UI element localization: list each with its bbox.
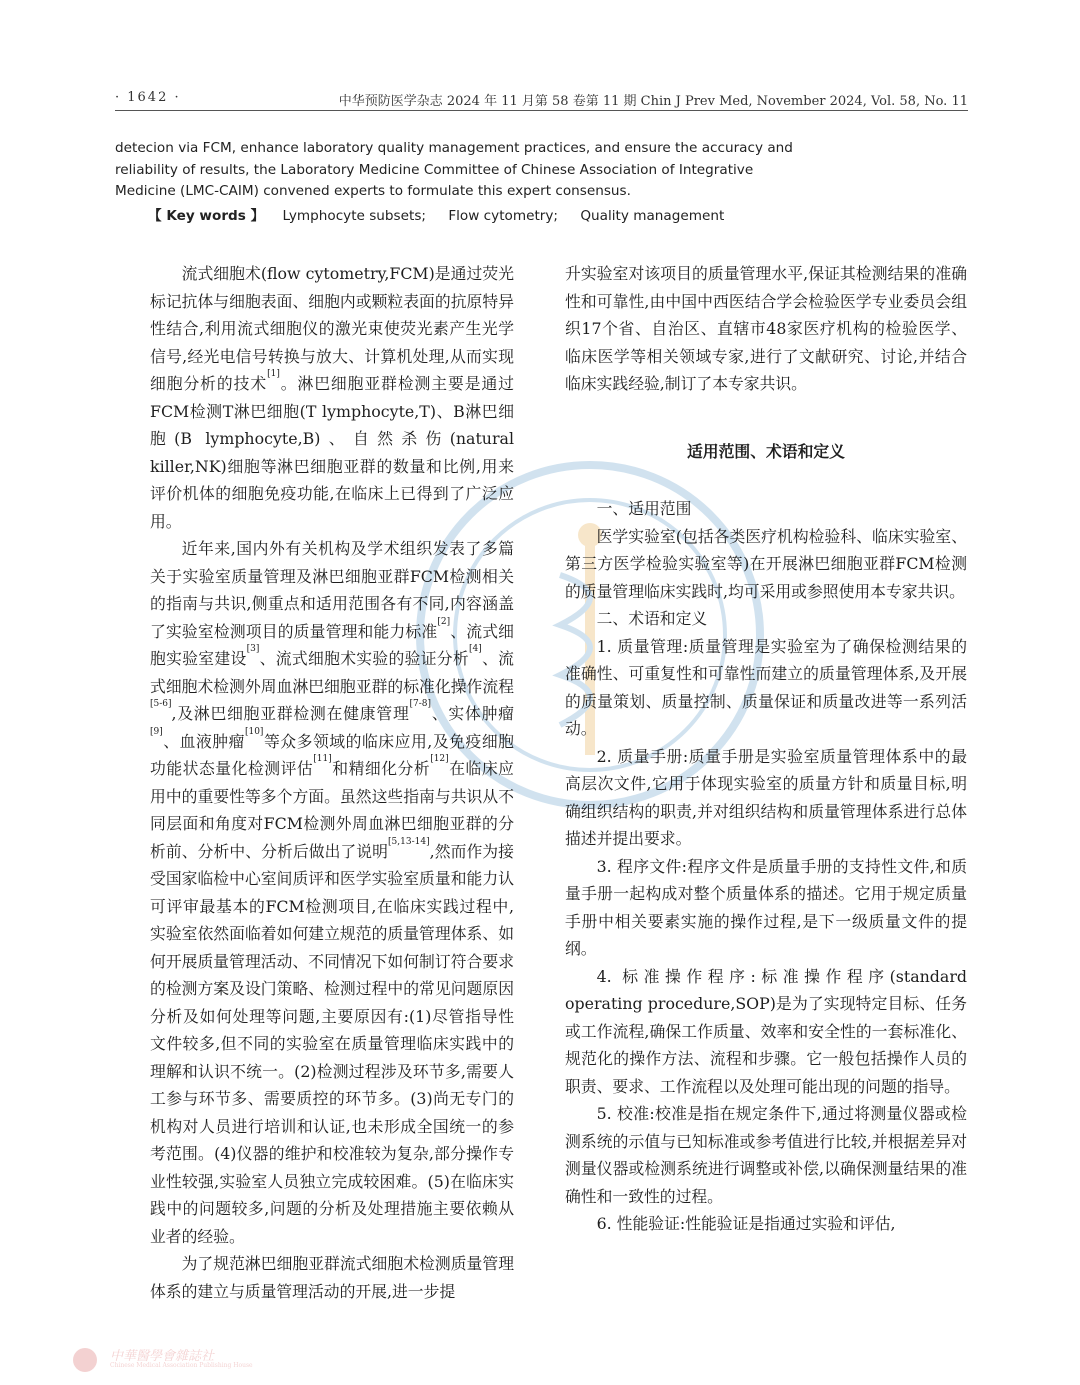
left-column	[150, 260, 514, 1305]
keywords	[148, 204, 742, 224]
definition-item: 4. 标准操作程序:标准操作程序(standard operating procedure,SOP)是为了实现特定目标、任务或工作流程,确保工作质量、效率和安全性的一套标准化、规范化的操作方法、流程和步骤。它一般包括操作人员的职责、要求、工作流程以及处理可能出现的问题的指导。	[565, 966, 967, 1096]
subsection-heading: 一、适用范围	[596, 499, 692, 518]
keyword-item: Lymphocyte subsets;	[282, 208, 426, 224]
definition-item: 1. 质量管理:质量管理是实验室为了确保检测结果的准确性、可重复性和可靠性而建立的质量管理体系,及开展的质量策划、质量控制、质量保证和质量改进等一系列活动。	[565, 636, 967, 738]
section-heading: 适用范围、术语和定义	[687, 441, 845, 461]
publisher-name-en: Chinese Medical Association Publishing House	[110, 1362, 253, 1369]
subsection-heading: 二、术语和定义	[596, 609, 708, 628]
right-column	[565, 260, 967, 1238]
body-paragraph: 升实验室对该项目的质量管理水平,保证其检测结果的准确性和可靠性,由中国中西医结合学会检验医学专业委员会组织17个省、自治区、直辖市48家医疗机构的检验医学、临床医学等相关领域专家,进行了文献研究、讨论,并结合临床实践经验,制订了本专家共识。	[565, 264, 967, 393]
definition-item: 6. 性能验证:性能验证是指通过实验和评估,	[596, 1214, 896, 1233]
keywords-label: 【 Key words 】	[148, 208, 265, 224]
journal-info: 中华预防医学杂志 2024 年 11 月第 58 卷第 11 期 Chin J Prev Med, November 2024, Vol. 58, No. 11	[338, 94, 968, 109]
abstract-line: Medicine (LMC-CAIM) convened experts to formulate this expert consensus.	[115, 183, 631, 200]
body-paragraph: 为了规范淋巴细胞亚群流式细胞术检测质量管理体系的建立与质量管理活动的开展,进一步提	[150, 1254, 514, 1301]
keyword-item: Flow cytometry;	[448, 208, 558, 224]
body-paragraph: 流式细胞术(flow cytometry,FCM)是通过荧光标记抗体与细胞表面、细胞内或颗粒表面的抗原特异性结合,利用流式细胞仪的激光束使荧光素产生光学信号,经光电信号转换与放大、计算机处理,从而实现细胞分析的技术[1]。淋巴细胞亚群检测主要是通过FCM检测T淋巴细胞(T lymphocyte,T)、B淋巴细胞(B lymphocyte,B)、自然杀伤(natural killer,NK)细胞等淋巴细胞亚群的数量和比例,用来评价机体的细胞免疫功能,在临床上已得到了广泛应用。	[150, 264, 514, 531]
publisher-watermark	[70, 1345, 253, 1375]
keyword-item: Quality management	[580, 208, 725, 224]
publisher-name: 中華醫學會雜誌社	[110, 1349, 215, 1364]
definition-item: 3. 程序文件:程序文件是质量手册的支持性文件,和质量手册一起构成对整个质量体系的描述。它用于规定质量手册中相关要素实施的操作过程,是下一级质量文件的提纲。	[565, 856, 967, 958]
page-number: · 1642 ·	[115, 90, 181, 105]
page-header	[115, 86, 968, 111]
abstract-continuation	[115, 138, 805, 203]
body-paragraph: 医学实验室(包括各类医疗机构检验科、临床实验室、第三方医学检验实验室等)在开展淋巴细胞亚群FCM检测的质量管理临床实践时,均可采用或参照使用本专家共识。	[565, 526, 967, 601]
publisher-logo-icon	[70, 1345, 100, 1375]
abstract-line: detecion via FCM, enhance laboratory quality management practices, and ensure the accuracy and	[115, 140, 793, 156]
definition-item: 5. 校准:校准是指在规定条件下,通过将测量仪器或检测系统的示值与已知标准或参考值进行比较,并根据差异对测量仪器或检测系统进行调整或补偿,以确保测量结果的准确性和一致性的过程。	[565, 1104, 967, 1206]
body-paragraph: 近年来,国内外有关机构及学术组织发表了多篇关于实验室质量管理及淋巴细胞亚群FCM检测相关的指南与共识,侧重点和适用范围各有不同,内容涵盖了实验室检测项目的质量管理和能力标准[2]、流式细胞实验室建设[3]、流式细胞术实验的验证分析[4]、流式细胞术检测外周血淋巴细胞亚群的标准化操作流程[5-6],及淋巴细胞亚群检测在健康管理[7-8]、实体肿瘤[9]、血液肿瘤[10]等众多领域的临床应用,及免疫细胞功能状态量化检测评估[11]和精细化分析[12]在临床应用中的重要性等多个方面。虽然这些指南与共识从不同层面和角度对FCM检测外周血淋巴细胞亚群的分析前、分析中、分析后做出了说明[5,13-14],然而作为接受国家临检中心室间质评和医学实验室质量和能力认可评审最基本的FCM检测项目,在临床实践过程中,实验室依然面临着如何建立规范的质量管理体系、如何开展质量管理活动、不同情况下如何制订符合要求的检测方案及设门策略、检测过程中的常见问题原因分析及如何处理等问题,主要原因有:(1)尽管指导性文件较多,但不同的实验室在质量管理临床实践中的理解和认识不统一。(2)检测过程涉及环节多,需要人工参与环节多、需要质控的环节多。(3)尚无专门的机构对人员进行培训和认证,也未形成全国统一的参考范围。(4)仪器的维护和校准较为复杂,部分操作专业性较强,实验室人员独立完成较困难。(5)在临床实践中的问题较多,问题的分析及处理措施主要依赖从业者的经验。	[150, 539, 514, 1246]
abstract-line: reliability of results, the Laboratory Medicine Committee of Chinese Association of Integrative	[115, 161, 754, 178]
definition-item: 2. 质量手册:质量手册是实验室质量管理体系中的最高层次文件,它用于体现实验室的质量方针和质量目标,明确组织结构的职责,并对组织结构和质量管理体系进行总体描述并提出要求。	[565, 746, 967, 848]
